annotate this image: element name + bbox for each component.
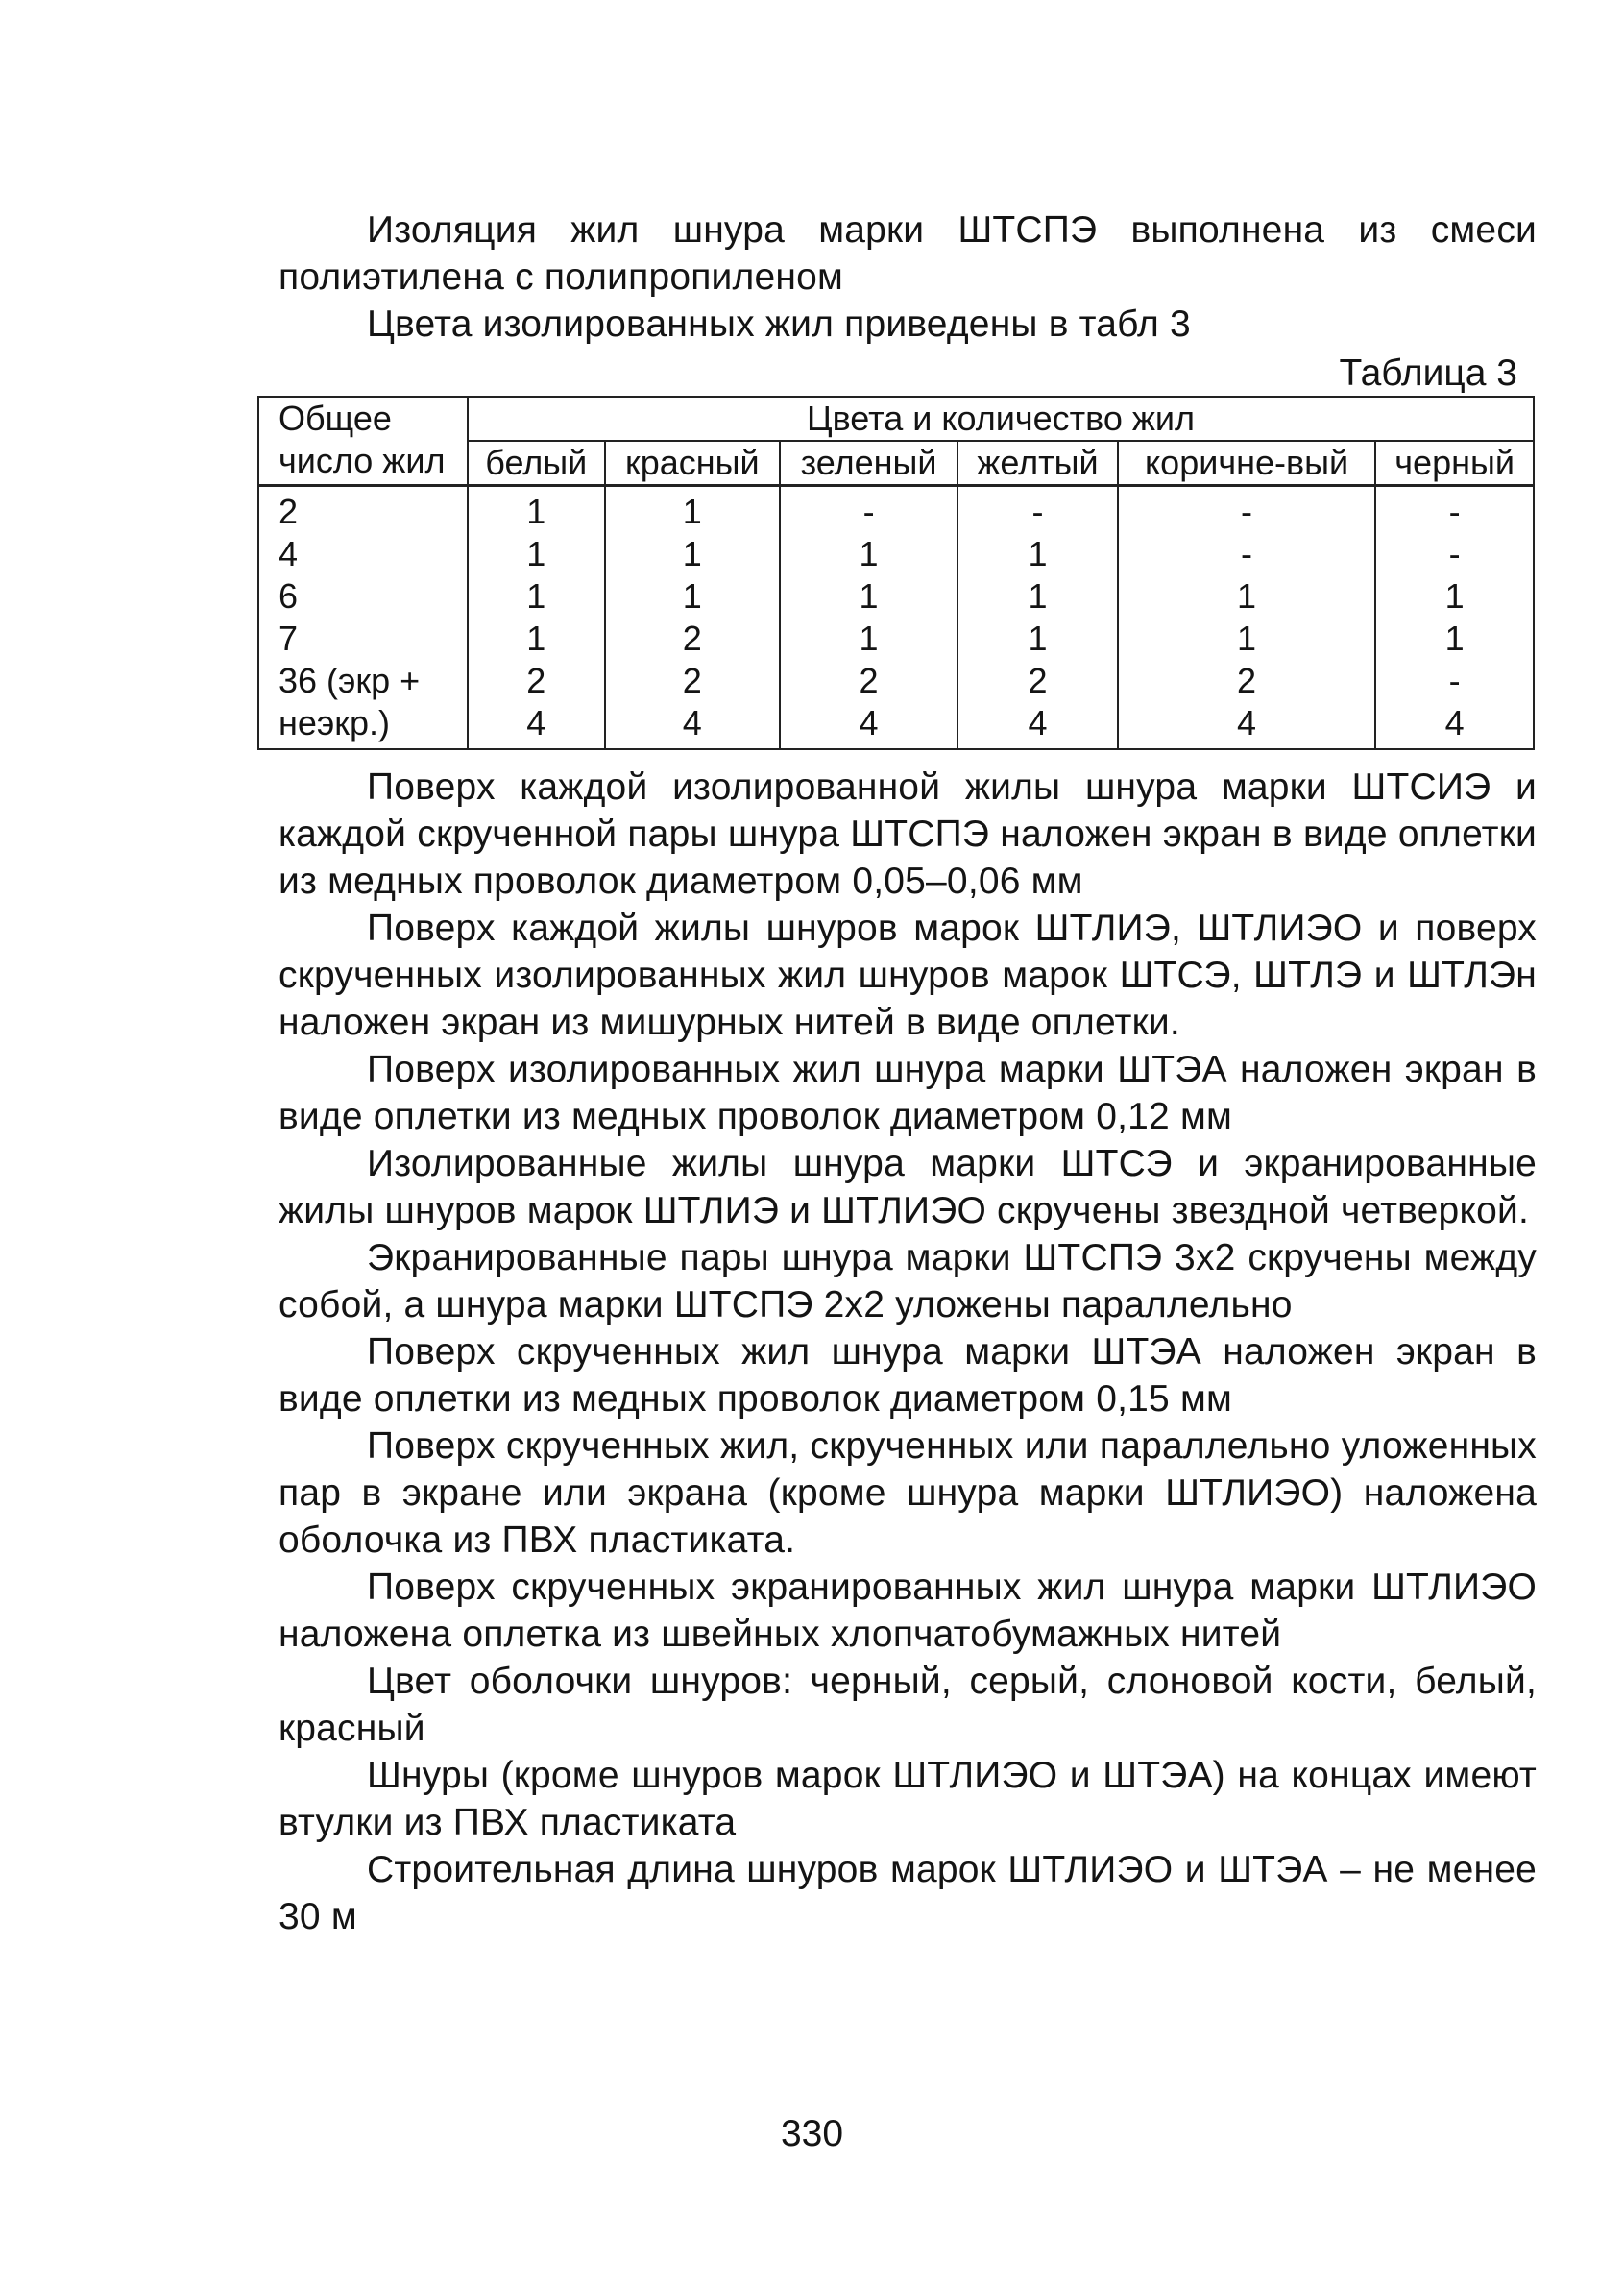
document-page [279,207,1537,1940]
body-paragraph: Строительная длина шнуров марок ШТЛИЭО и ШТЭА – не менее 30 м [279,1849,1537,1937]
wire-count-cell: 1 [605,533,781,575]
intro-paragraph-1: Изоляция жил шнура марки ШТСПЭ выполнена из смеси полиэтилена с полипропиленом [279,209,1537,298]
wire-count-cell: 1 [780,533,957,575]
wire-count-cell: - [1375,533,1534,575]
wire-count-cell: 1 [468,618,605,660]
wire-count-cell: 1 [605,486,781,534]
wire-count-cell: 1 [1118,618,1375,660]
page-number: 330 [780,2113,844,2154]
table-row [258,702,1534,749]
wire-count-cell: 1 [468,575,605,618]
total-wires-cell: 4 [258,533,468,575]
wire-count-cell: - [1375,660,1534,702]
wire-count-cell: 2 [957,660,1118,702]
wire-count-cell: 1 [605,575,781,618]
wire-count-cell: 2 [1118,660,1375,702]
wire-count-cell: 1 [957,618,1118,660]
total-wires-header: Общее число жил [258,397,468,486]
table-row [258,618,1534,660]
wire-count-cell: - [1118,533,1375,575]
wire-count-cell: 2 [468,660,605,702]
wire-count-cell: 2 [780,660,957,702]
body-paragraph: Цвет оболочки шнуров: черный, серый, слоновой кости, белый, красный [279,1661,1537,1749]
wire-count-cell: 1 [468,486,605,534]
wire-count-cell: 1 [780,618,957,660]
body-paragraph: Поверх каждой жилы шнуров марок ШТЛИЭ, ШТЛИЭО и поверх скрученных изолированных жил шнуров марок ШТСЭ, ШТЛЭ и ШТЛЭн наложен экран из мишурных нитей в виде оплетки. [279,908,1537,1043]
color-header: черный [1375,441,1534,486]
wire-count-cell: 1 [468,533,605,575]
body-paragraph: Поверх скрученных экранированных жил шнура марки ШТЛИЭО наложена оплетка из швейных хлопчатобумажных нитей [279,1567,1537,1655]
wire-count-cell: 1 [1375,575,1534,618]
wire-count-cell: 1 [1375,618,1534,660]
body-paragraph: Поверх скрученных жил, скрученных или параллельно уложенных пар в экране или экрана (кроме шнура марки ШТЛИЭО) наложена оболочка из ПВХ пластиката. [279,1425,1537,1561]
color-header: зеленый [780,441,957,486]
wire-count-cell: 4 [468,702,605,749]
wire-count-cell: 4 [780,702,957,749]
total-wires-cell: неэкр.) [258,702,468,749]
table-row [258,486,1534,534]
intro-paragraph-2: Цвета изолированных жил приведены в табл 3 [367,304,1191,345]
wire-colors-table [257,396,1535,750]
body-paragraph: Изолированные жилы шнура марки ШТСЭ и экранированные жилы шнуров марок ШТЛИЭ и ШТЛИЭО скручены звездной четверкой. [279,1143,1537,1231]
body-paragraph: Экранированные пары шнура марки ШТСПЭ 3х2 скручены между собой, а шнура марки ШТСПЭ 2х2 уложены параллельно [279,1237,1537,1325]
wire-count-cell: - [1375,486,1534,534]
table-body [258,486,1534,750]
colors-group-header: Цвета и количество жил [468,397,1534,441]
total-wires-cell: 6 [258,575,468,618]
wire-count-cell: 4 [1118,702,1375,749]
table-caption: Таблица 3 [1339,352,1517,394]
color-header: желтый [957,441,1118,486]
wire-count-cell: 4 [957,702,1118,749]
color-header: красный [605,441,781,486]
color-header: коричне-вый [1118,441,1375,486]
wire-count-cell: 4 [605,702,781,749]
total-wires-cell: 36 (экр + [258,660,468,702]
body-paragraph: Поверх изолированных жил шнура марки ШТЭА наложен экран в виде оплетки из медных проволок диаметром 0,12 мм [279,1049,1537,1137]
total-wires-cell: 2 [258,486,468,534]
wire-count-cell: - [957,486,1118,534]
wire-count-cell: 1 [780,575,957,618]
total-wires-cell: 7 [258,618,468,660]
body-paragraph: Поверх каждой изолированной жилы шнура марки ШТСИЭ и каждой скрученной пары шнура ШТСПЭ наложен экран в виде оплетки из медных проволок диаметром 0,05–0,06 мм [279,766,1537,902]
wire-count-cell: 2 [605,660,781,702]
body-text [279,764,1537,1940]
wire-count-cell: 4 [1375,702,1534,749]
body-paragraph: Шнуры (кроме шнуров марок ШТЛИЭО и ШТЭА) на концах имеют втулки из ПВХ пластиката [279,1755,1537,1843]
wire-count-cell: 1 [957,575,1118,618]
table-row [258,575,1534,618]
wire-count-cell: - [780,486,957,534]
color-header: белый [468,441,605,486]
table-row [258,660,1534,702]
table-row [258,533,1534,575]
wire-count-cell: - [1118,486,1375,534]
wire-count-cell: 1 [1118,575,1375,618]
wire-count-cell: 1 [957,533,1118,575]
body-paragraph: Поверх скрученных жил шнура марки ШТЭА наложен экран в виде оплетки из медных проволок диаметром 0,15 мм [279,1331,1537,1420]
wire-count-cell: 2 [605,618,781,660]
